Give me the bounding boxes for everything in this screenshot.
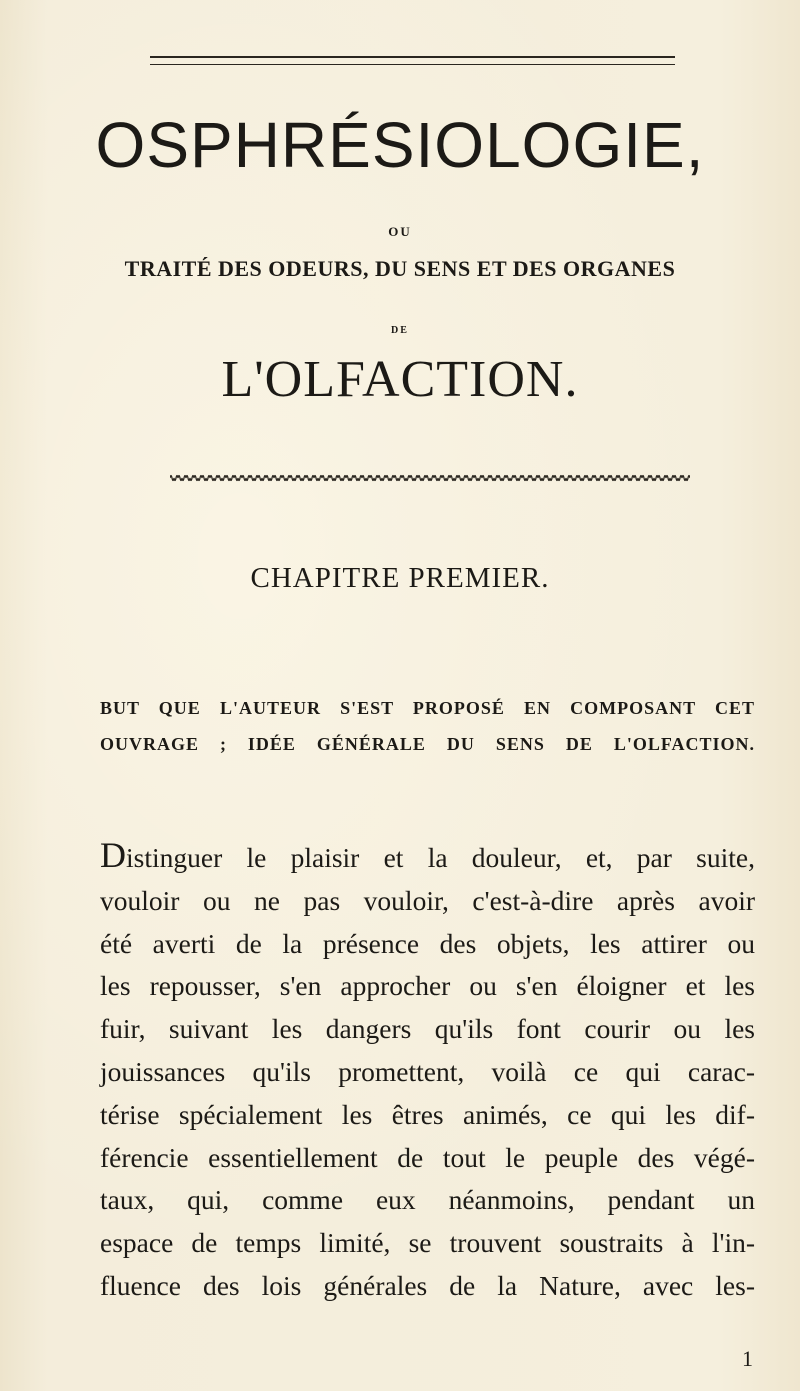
body-line: Distinguer le plaisir et la douleur, et, par suite, <box>100 835 755 875</box>
body-line: térise spécialement les êtres animés, ce qui les dif- <box>100 1098 755 1130</box>
body-line: vouloir ou ne pas vouloir, c'est-à-dire après avoir <box>100 884 755 916</box>
title-connector-de: DE <box>391 325 409 336</box>
chapter-heading: CHAPITRE PREMIER. <box>250 562 550 594</box>
book-title: OSPHRÉSIOLOGIE, <box>95 109 705 181</box>
body-line: été averti de la présence des objets, les attirer ou <box>100 927 755 959</box>
page-number: 1 <box>742 1346 753 1371</box>
body-line: jouissances qu'ils promettent, voilà ce qui carac- <box>100 1055 755 1087</box>
book-title-olfaction: L'OLFACTION. <box>221 351 579 408</box>
book-subtitle: TRAITÉ DES ODEURS, DU SENS ET DES ORGANES <box>124 256 676 281</box>
body-line: les repousser, s'en approcher ou s'en éloigner et les <box>100 970 755 1002</box>
body-line: fuir, suivant les dangers qu'ils font courir ou les <box>100 1013 755 1045</box>
chapter-summary <box>100 690 755 762</box>
body-line: taux, qui, comme eux néanmoins, pendant un <box>100 1184 755 1216</box>
body-paragraph <box>100 834 755 1308</box>
body-line: férencie essentiellement de tout le peuple des végé- <box>100 1141 755 1173</box>
top-double-rule <box>150 56 675 65</box>
body-line: fluence des lois générales de la Nature, avec les- <box>100 1269 755 1301</box>
title-connector-ou: OU <box>388 224 412 239</box>
chapter-summary-line: OUVRAGE ; IDÉE GÉNÉRALE DU SENS DE L'OLFACTION. <box>100 734 755 754</box>
body-line: espace de temps limité, se trouvent soustraits à l'in- <box>100 1227 755 1259</box>
wavy-ornament-divider <box>170 472 690 484</box>
chapter-summary-line: BUT QUE L'AUTEUR S'EST PROPOSÉ EN COMPOSANT CET <box>100 698 755 718</box>
